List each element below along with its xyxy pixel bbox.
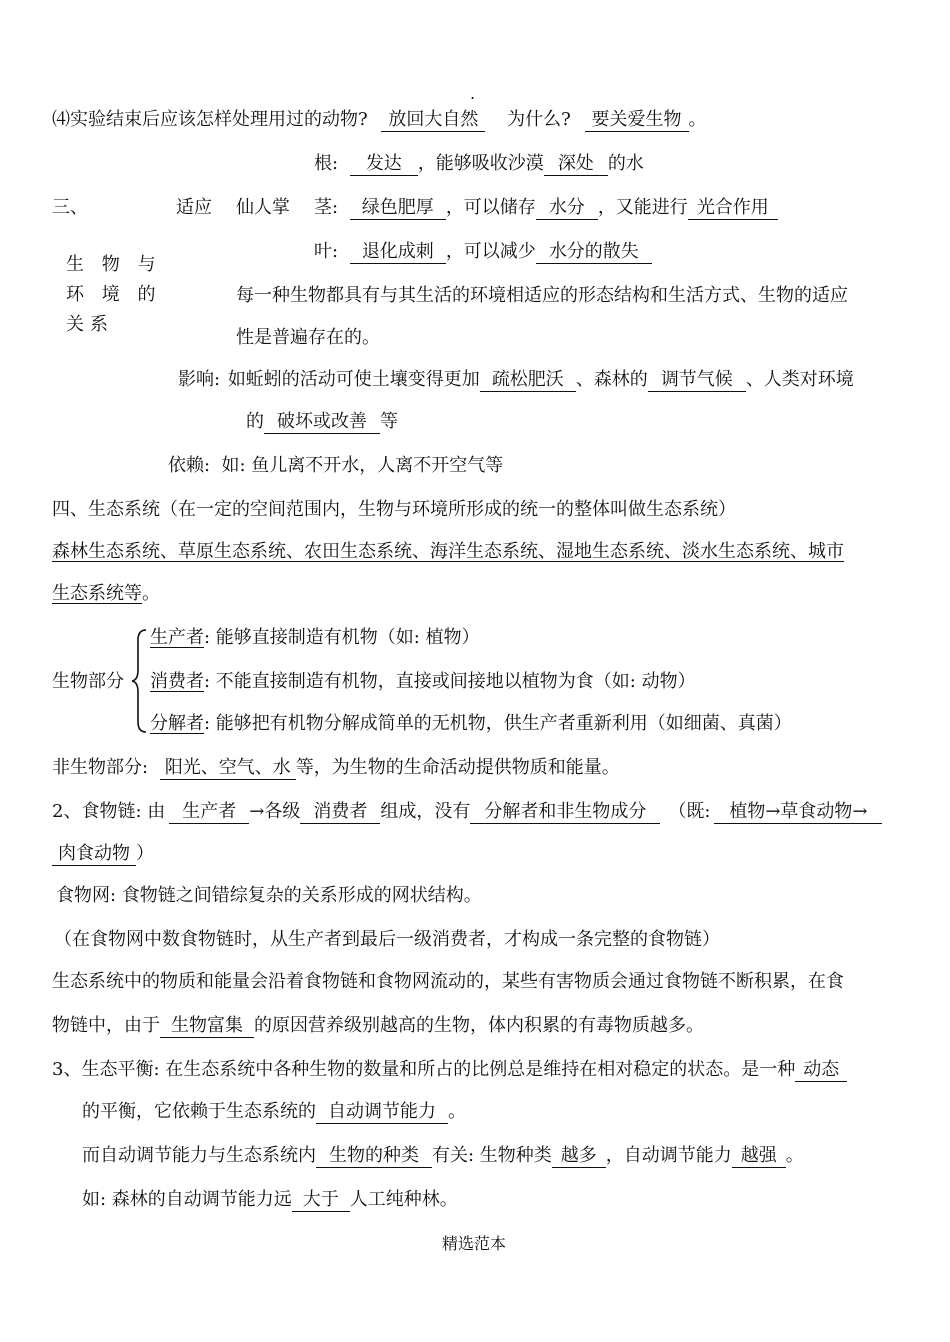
food-chain-answer-1: 生产者 — [169, 801, 249, 824]
balance-answer-3: 生物的种类 — [316, 1145, 432, 1168]
section-3-title-line: 关系 — [66, 314, 114, 335]
flow-line-2 — [52, 1014, 704, 1038]
question-4-line — [52, 108, 707, 132]
food-chain-line-1 — [52, 800, 882, 824]
section-3-title — [66, 250, 161, 340]
nonbio-prefix: 非生物部分: — [52, 757, 149, 778]
balance-line3-mid2: ，自动调节能力 — [605, 1145, 732, 1166]
balance-line3-prefix: 而自动调节能力与生态系统内 — [82, 1145, 316, 1166]
ecosystem-types-line-1: 森林生态系统、草原生态系统、农田生态系统、海洋生态系统、湿地生态系统、淡水生态系统、城市 — [52, 541, 844, 562]
balance-answer-6: 大于 — [292, 1189, 350, 1212]
bio-term: 生产者 — [150, 627, 204, 648]
nonbio-rest: 等，为生物的生命活动提供物质和能量。 — [295, 757, 620, 778]
q4-mid: 为什么? — [507, 109, 571, 130]
nonbio-answer: 阳光、空气、水 — [160, 757, 296, 780]
balance-line4-end: 人工纯种林。 — [349, 1189, 458, 1210]
nonbio-line — [52, 756, 620, 780]
stem-answer-2: 水分 — [536, 197, 598, 220]
bio-desc: : 能够把有机物分解成简单的无机物，供生产者重新利用（如细菌、真菌） — [204, 713, 792, 734]
influence-line2-prefix: 的 — [246, 411, 264, 432]
balance-answer-1: 动态 — [795, 1059, 847, 1082]
balance-line2-end: 。 — [448, 1101, 466, 1122]
food-chain-answer-2: 消费者 — [300, 801, 380, 824]
stem-answer-1: 绿色肥厚 — [350, 197, 446, 220]
ecosystem-types-end: 。 — [142, 583, 160, 604]
page-footer: 精选范本 — [442, 1234, 507, 1253]
leaf-label: 叶: — [314, 241, 339, 262]
influence-prefix: 如蚯蚓的活动可使土壤变得更加 — [227, 369, 480, 390]
influence-line-1 — [178, 368, 854, 392]
q4-end: 。 — [688, 109, 707, 130]
flow-answer: 生物富集 — [160, 1015, 254, 1038]
flow-line2-rest: 的原因营养级别越高的生物，体内积累的有毒物质越多。 — [254, 1015, 704, 1036]
curly-brace-icon — [130, 628, 150, 734]
stem-mid: ，可以储存 — [445, 197, 536, 218]
influence-answer-1: 疏松肥沃 — [480, 369, 576, 392]
balance-line-1 — [52, 1058, 847, 1082]
stem-label: 茎: — [314, 197, 339, 218]
bio-term: 分解者 — [150, 713, 204, 734]
food-chain-mid2: 组成，没有 — [380, 801, 471, 822]
root-answer-2: 深处 — [544, 153, 608, 176]
section-3-title-line: 生 物 与 — [66, 254, 162, 275]
balance-line4-prefix: 如: 森林的自动调节能力远 — [82, 1189, 292, 1210]
root-answer-1: 发达 — [350, 153, 418, 176]
ecosystem-types-tail: 生态系统等 — [52, 583, 142, 604]
food-chain-mid: →各级 — [249, 801, 301, 822]
root-end: 的水 — [607, 153, 644, 174]
balance-line3-end: 。 — [785, 1145, 804, 1166]
food-chain-prefix: 2、食物链: 由 — [52, 801, 166, 822]
balance-line-4 — [82, 1188, 458, 1212]
adapt-text-line-1: 每一种生物都具有与其生活的环境相适应的形态结构和生活方式、生物的适应 — [236, 285, 848, 306]
bio-term: 消费者 — [150, 671, 204, 692]
q4-answer-2: 要关爱生物 — [585, 109, 689, 132]
food-web-note: （在食物网中数食物链时，从生产者到最后一级消费者，才构成一条完整的食物链） — [54, 929, 720, 950]
influence-answer-3: 破坏或改善 — [264, 411, 380, 434]
section-3-number: 三、 — [52, 197, 88, 218]
bio-desc: : 能够直接制造有机物（如: 植物） — [204, 627, 480, 648]
adapt-text-line-2: 性是普遍存在的。 — [236, 327, 380, 348]
influence-mid: 、森林的 — [575, 369, 648, 390]
stem-answer-3: 光合作用 — [688, 197, 778, 220]
stem-line — [314, 196, 778, 220]
food-web-line: 食物网: 食物链之间错综复杂的关系形成的网状结构。 — [56, 885, 482, 906]
ecosystem-types-line-2 — [52, 582, 160, 606]
root-label: 根: — [314, 153, 339, 174]
root-line — [314, 152, 644, 176]
bio-part-label: 生物部分 — [52, 671, 124, 692]
leaf-mid: ，可以减少 — [445, 241, 536, 262]
section-4-title: 四、生态系统（在一定的空间范围内，生物与环境所形成的统一的整体叫做生态系统） — [52, 499, 736, 520]
balance-line1-text: 3、生态平衡: 在生态系统中各种生物的数量和所占的比例总是维持在相对稳定的状态。是一种 — [52, 1059, 796, 1080]
q4-prefix: ⑷实验结束后应该怎样处理用过的动物? — [52, 109, 368, 130]
food-chain-mid3: （既: — [668, 801, 711, 822]
depend-line: 依赖: 如: 鱼儿离不开水，人离不开空气等 — [168, 455, 504, 476]
leaf-answer-2: 水分的散失 — [536, 241, 652, 264]
q4-answer-1: 放回大自然 — [381, 109, 485, 132]
root-mid: ，能够吸收沙漠 — [417, 153, 544, 174]
bio-item-consumer — [150, 670, 696, 694]
stem-mid2: ，又能进行 — [597, 197, 688, 218]
food-chain-answer-4: 植物→草食动物→ — [714, 801, 882, 824]
influence-end: 等 — [380, 411, 398, 432]
leaf-answer-1: 退化成刺 — [350, 241, 446, 264]
section-3-title-line: 环 境 的 — [66, 284, 162, 305]
balance-line2-prefix: 的平衡，它依赖于生态系统的 — [82, 1101, 316, 1122]
food-chain-answer-3: 分解者和非生物成分 — [470, 801, 660, 824]
header-dot: . — [470, 84, 476, 103]
food-chain-line-2 — [52, 842, 154, 866]
food-chain-answer-4-cont: 肉食动物 — [52, 843, 136, 866]
balance-line-3 — [82, 1144, 804, 1168]
balance-line3-mid: 有关: 生物种类 — [432, 1145, 552, 1166]
balance-line-2 — [82, 1100, 466, 1124]
bio-item-producer — [150, 626, 480, 650]
adapt-label: 适应 — [176, 197, 212, 218]
flow-line-1: 生态系统中的物质和能量会沿着食物链和食物网流动的，某些有害物质会通过食物链不断积累，在食 — [52, 971, 844, 992]
food-chain-end: ） — [136, 843, 154, 864]
influence-label: 影响: — [178, 369, 221, 390]
balance-answer-2: 自动调节能力 — [316, 1101, 448, 1124]
bio-item-decomposer — [150, 712, 792, 736]
balance-answer-5: 越强 — [732, 1145, 786, 1168]
cactus-label: 仙人掌 — [236, 197, 290, 218]
bio-desc: : 不能直接制造有机物，直接或间接地以植物为食（如: 动物） — [204, 671, 696, 692]
influence-mid2: 、人类对环境 — [745, 369, 854, 390]
balance-answer-4: 越多 — [552, 1145, 606, 1168]
leaf-line — [314, 240, 652, 264]
influence-answer-2: 调节气候 — [648, 369, 746, 392]
influence-line-2 — [246, 410, 398, 434]
flow-line2-prefix: 物链中，由于 — [52, 1015, 160, 1036]
